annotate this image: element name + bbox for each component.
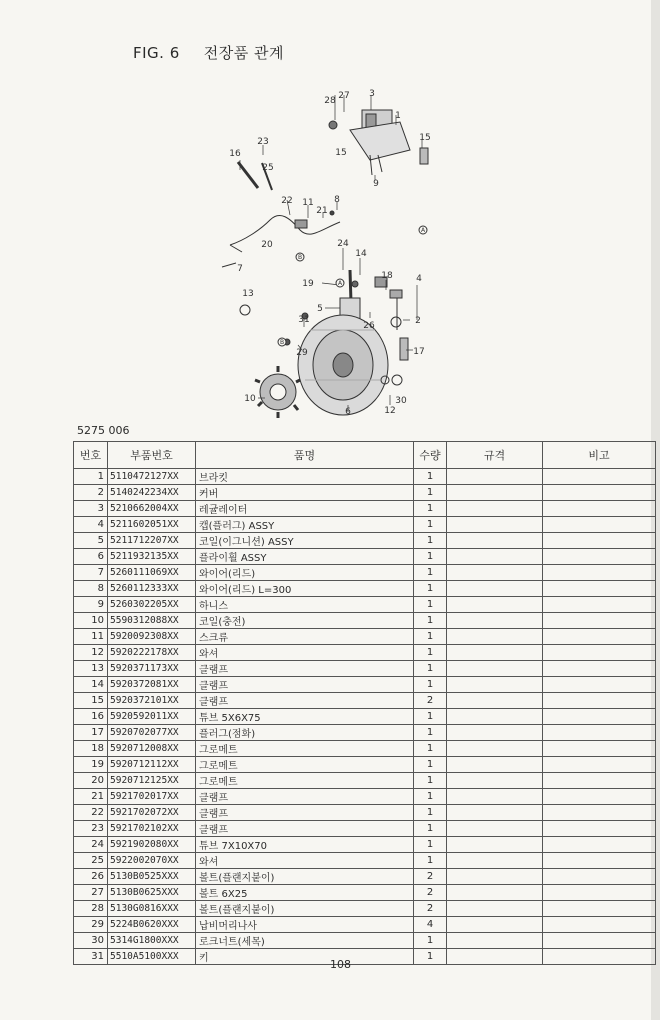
cell-part-no: 5211712207XX [108,533,196,549]
cell-spec [447,549,543,565]
cell-qty: 1 [414,709,447,725]
table-row [74,629,656,645]
cell-remarks [543,565,656,581]
cell-name: 와셔 [196,853,414,869]
cell-part-no: 5590312088XX [108,613,196,629]
charging-coil [255,366,300,418]
svg-text:30: 30 [395,396,407,406]
cell-part-no: 5920372081XX [108,677,196,693]
table-row [74,613,656,629]
cell-no: 25 [74,853,108,869]
cell-part-no: 5920372101XX [108,693,196,709]
cell-remarks [543,885,656,901]
cell-qty: 1 [414,469,447,485]
cell-name: 클램프 [196,677,414,693]
svg-text:9: 9 [373,179,379,189]
col-header-no: 번호 [74,442,108,469]
table-row [74,517,656,533]
cell-name: 클램프 [196,805,414,821]
cell-qty: 1 [414,725,447,741]
cell-name: 캡(플러그) ASSY [196,517,414,533]
svg-text:2: 2 [415,316,421,326]
svg-text:12: 12 [384,406,396,416]
cell-qty: 1 [414,933,447,949]
table-row [74,853,656,869]
col-header-part-no: 부품번호 [108,442,196,469]
cell-remarks [543,613,656,629]
cell-no: 24 [74,837,108,853]
svg-text:1: 1 [395,111,401,121]
cell-remarks [543,901,656,917]
svg-text:7: 7 [237,264,243,274]
svg-text:A: A [337,280,343,287]
clamp-13 [240,305,250,315]
cell-spec [447,533,543,549]
svg-text:10: 10 [244,394,256,404]
cell-remarks [543,709,656,725]
table-row [74,869,656,885]
cell-name: 튜브 7X10X70 [196,837,414,853]
cell-spec [447,485,543,501]
cell-qty: 1 [414,661,447,677]
cell-no: 28 [74,901,108,917]
cell-spec [447,757,543,773]
cell-name: 볼트(플랜지붙이) [196,869,414,885]
cell-remarks [543,773,656,789]
cell-remarks [543,629,656,645]
table-row [74,485,656,501]
cell-name: 스크류 [196,629,414,645]
col-header-remarks: 비고 [543,442,656,469]
svg-text:14: 14 [355,249,367,259]
cell-spec [447,677,543,693]
cell-qty: 1 [414,741,447,757]
cell-part-no: 5260112333XX [108,581,196,597]
svg-text:25: 25 [262,163,274,173]
cell-part-no: 5110472127XX [108,469,196,485]
cell-spec [447,821,543,837]
cell-spec [447,949,543,965]
cell-name: 튜브 5X6X75 [196,709,414,725]
cell-qty: 1 [414,549,447,565]
cell-no: 12 [74,645,108,661]
table-row [74,901,656,917]
svg-text:22: 22 [281,196,293,206]
cell-qty: 1 [414,581,447,597]
cell-name: 와셔 [196,645,414,661]
cell-no: 5 [74,533,108,549]
cell-remarks [543,725,656,741]
cell-qty: 2 [414,693,447,709]
cell-name: 플러그(점화) [196,725,414,741]
page-number: 108 [330,958,351,971]
washer-12 [392,375,402,385]
table-row [74,693,656,709]
cell-part-no: 5921702072XX [108,805,196,821]
parts-table [73,441,656,965]
cell-remarks [543,693,656,709]
cell-name: 그로메트 [196,757,414,773]
cell-qty: 1 [414,613,447,629]
cell-no: 18 [74,741,108,757]
cell-qty: 1 [414,677,447,693]
cell-no: 13 [74,661,108,677]
cell-qty: 1 [414,949,447,965]
svg-text:A: A [420,227,426,234]
cell-no: 3 [74,501,108,517]
table-row [74,581,656,597]
cell-qty: 1 [414,517,447,533]
cell-no: 9 [74,597,108,613]
svg-text:B: B [279,339,285,346]
svg-text:31: 31 [298,315,310,325]
table-row [74,917,656,933]
cell-remarks [543,869,656,885]
cell-qty: 1 [414,533,447,549]
cell-spec [447,901,543,917]
cell-part-no: 5920592011XX [108,709,196,725]
cell-remarks [543,485,656,501]
table-header-row [74,442,656,469]
cell-spec [447,661,543,677]
figure-number: FIG. 6 [133,44,180,62]
cell-name: 플라이휠 ASSY [196,549,414,565]
svg-text:11: 11 [302,198,314,208]
cell-no: 20 [74,773,108,789]
svg-text:18: 18 [381,271,393,281]
cell-part-no: 5510A5100XXX [108,949,196,965]
cell-no: 15 [74,693,108,709]
svg-text:19: 19 [302,279,314,289]
cell-qty: 1 [414,629,447,645]
cell-part-no: 5314G1800XXX [108,933,196,949]
cell-remarks [543,917,656,933]
cell-no: 19 [74,757,108,773]
cell-no: 14 [74,677,108,693]
cell-remarks [543,533,656,549]
cell-remarks [543,581,656,597]
cell-spec [447,517,543,533]
cell-spec [447,501,543,517]
cell-no: 11 [74,629,108,645]
cell-remarks [543,469,656,485]
table-row [74,533,656,549]
cell-name: 코일(이그니션) ASSY [196,533,414,549]
table-row [74,501,656,517]
cell-name: 볼트(플랜지붙이) [196,901,414,917]
cell-part-no: 5130B0525XXX [108,869,196,885]
table-row [74,725,656,741]
svg-text:B: B [297,254,303,261]
svg-text:15: 15 [419,133,431,143]
table-row [74,709,656,725]
cell-remarks [543,741,656,757]
svg-text:16: 16 [229,149,241,159]
cell-spec [447,853,543,869]
cell-remarks [543,805,656,821]
cell-remarks [543,949,656,965]
cell-qty: 1 [414,853,447,869]
cell-spec [447,597,543,613]
cell-no: 22 [74,805,108,821]
cell-qty: 1 [414,597,447,613]
cell-name: 그로메트 [196,741,414,757]
cell-part-no: 5921702017XX [108,789,196,805]
cell-spec [447,741,543,757]
part-code: 5275 006 [77,424,130,437]
svg-text:4: 4 [416,274,422,284]
table-row [74,757,656,773]
cell-remarks [543,597,656,613]
cell-qty: 1 [414,789,447,805]
cell-qty: 1 [414,821,447,837]
cell-spec [447,869,543,885]
table-row [74,773,656,789]
cell-spec [447,613,543,629]
table-row [74,597,656,613]
cell-qty: 2 [414,885,447,901]
cell-spec [447,709,543,725]
cell-spec [447,581,543,597]
svg-text:3: 3 [369,89,375,99]
cell-name: 와이어(리드) [196,565,414,581]
cell-spec [447,565,543,581]
cell-part-no: 5224B0620XXX [108,917,196,933]
cell-part-no: 5921702102XX [108,821,196,837]
cell-no: 10 [74,613,108,629]
cell-remarks [543,517,656,533]
svg-text:26: 26 [363,321,375,331]
cell-no: 1 [74,469,108,485]
cell-part-no: 5130G0816XXX [108,901,196,917]
cell-name: 와이어(리드) L=300 [196,581,414,597]
cell-qty: 1 [414,805,447,821]
cell-qty: 1 [414,485,447,501]
table-row [74,789,656,805]
cell-no: 6 [74,549,108,565]
cell-qty: 4 [414,917,447,933]
svg-text:5: 5 [317,304,323,314]
table-row [74,741,656,757]
cell-remarks [543,677,656,693]
table-row [74,949,656,965]
cell-qty: 1 [414,501,447,517]
cell-no: 30 [74,933,108,949]
cell-part-no: 5920222178XX [108,645,196,661]
cell-part-no: 5920712112XX [108,757,196,773]
cell-part-no: 5140242234XX [108,485,196,501]
cell-spec [447,725,543,741]
svg-text:15: 15 [335,148,347,158]
cell-no: 21 [74,789,108,805]
cell-no: 27 [74,885,108,901]
cell-name: 키 [196,949,414,965]
cell-remarks [543,837,656,853]
cell-spec [447,805,543,821]
cell-part-no: 5211932135XX [108,549,196,565]
cell-qty: 1 [414,773,447,789]
cell-no: 8 [74,581,108,597]
cell-name: 볼트 6X25 [196,885,414,901]
cell-no: 2 [74,485,108,501]
cell-remarks [543,853,656,869]
svg-text:6: 6 [345,407,351,417]
cell-part-no: 5210662004XX [108,501,196,517]
table-row [74,677,656,693]
table-row [74,469,656,485]
cell-spec [447,693,543,709]
cell-spec [447,773,543,789]
cell-remarks [543,645,656,661]
cell-name: 클램프 [196,821,414,837]
cell-name: 클램프 [196,789,414,805]
exploded-parts-diagram [200,80,460,430]
cell-name: 납비머리나사 [196,917,414,933]
table-row [74,805,656,821]
table-row [74,565,656,581]
cell-name: 레귤레이터 [196,501,414,517]
cell-remarks [543,789,656,805]
cell-no: 17 [74,725,108,741]
svg-text:8: 8 [334,195,340,205]
cell-name: 하니스 [196,597,414,613]
cell-part-no: 5920712008XX [108,741,196,757]
table-row [74,885,656,901]
svg-text:28: 28 [324,96,336,106]
cell-part-no: 5260111069XX [108,565,196,581]
cell-remarks [543,933,656,949]
cell-remarks [543,661,656,677]
cell-no: 7 [74,565,108,581]
cell-name: 그로메트 [196,773,414,789]
cell-remarks [543,549,656,565]
svg-text:20: 20 [261,240,273,250]
cell-name: 브라킷 [196,469,414,485]
svg-text:29: 29 [296,348,308,358]
table-row [74,645,656,661]
cell-name: 로크너트(세목) [196,933,414,949]
cell-no: 29 [74,917,108,933]
table-row [74,821,656,837]
cell-no: 4 [74,517,108,533]
figure-caption: 전장품 관계 [203,44,284,62]
cell-remarks [543,501,656,517]
cell-part-no: 5130B0625XXX [108,885,196,901]
col-header-name: 품명 [196,442,414,469]
cell-spec [447,469,543,485]
cell-qty: 2 [414,869,447,885]
table-row [74,661,656,677]
svg-text:24: 24 [337,239,349,249]
cell-name: 커버 [196,485,414,501]
cell-no: 26 [74,869,108,885]
cell-no: 23 [74,821,108,837]
cell-spec [447,789,543,805]
cell-qty: 1 [414,757,447,773]
cell-remarks [543,821,656,837]
cell-part-no: 5920702077XX [108,725,196,741]
col-header-qty: 수량 [414,442,447,469]
cell-name: 코일(충전) [196,613,414,629]
cell-spec [447,645,543,661]
svg-text:13: 13 [242,289,254,299]
col-header-spec: 규격 [447,442,543,469]
cell-name: 클램프 [196,661,414,677]
cell-no: 16 [74,709,108,725]
cell-qty: 1 [414,837,447,853]
cell-spec [447,917,543,933]
regulator-assembly [329,110,431,175]
cell-spec [447,837,543,853]
svg-text:21: 21 [316,206,328,216]
table-row [74,933,656,949]
svg-text:17: 17 [413,347,425,357]
table-row [74,837,656,853]
cell-part-no: 5211602051XX [108,517,196,533]
svg-text:23: 23 [257,137,269,147]
cell-spec [447,629,543,645]
cell-no: 31 [74,949,108,965]
cell-spec [447,885,543,901]
cell-part-no: 5922002070XX [108,853,196,869]
cell-part-no: 5260302205XX [108,597,196,613]
cell-remarks [543,757,656,773]
cell-part-no: 5920712125XX [108,773,196,789]
cell-part-no: 5921902080XX [108,837,196,853]
cell-part-no: 5920092308XX [108,629,196,645]
figure-title [133,42,284,63]
cell-name: 클램프 [196,693,414,709]
svg-text:27: 27 [338,91,350,101]
table-row [74,549,656,565]
cell-qty: 1 [414,565,447,581]
cell-qty: 1 [414,645,447,661]
cell-qty: 2 [414,901,447,917]
cell-spec [447,933,543,949]
cell-part-no: 5920371173XX [108,661,196,677]
